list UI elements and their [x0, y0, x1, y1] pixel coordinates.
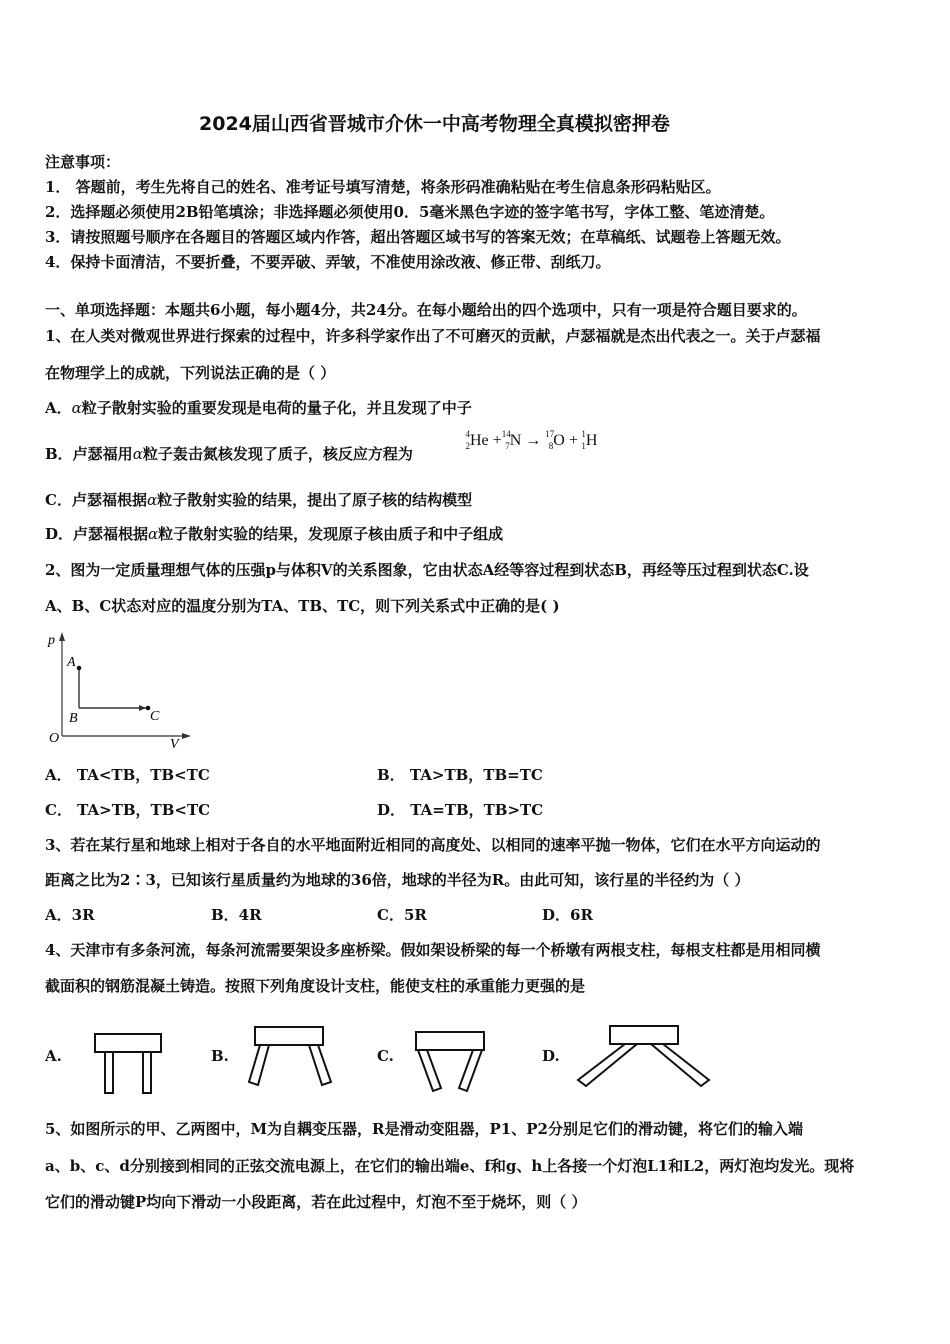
q2-option-c: C． TA>TB，TB<TC: [45, 801, 211, 819]
q1-option-b: [45, 444, 413, 464]
notice-item-3: 3．请按照题号顺序在各题目的答题区域内作答，超出答题区域书写的答案无效；在草稿纸、试题卷上答题无效。: [45, 228, 791, 246]
q2-stem-line1: 2、图为一定质量理想气体的压强p与体积V的关系图象，它由状态A经等容过程到状态B，再经等压过程到状态C.设: [45, 561, 809, 579]
section-heading: 一、单项选择题：本题共6小题，每小题4分，共24分。在每小题给出的四个选项中，只有一项是符合题目要求的。: [45, 301, 807, 319]
c-label: C: [150, 709, 160, 724]
q2-option-a: A． TA<TB，TB<TC: [45, 766, 210, 784]
alpha-symbol: α: [71, 399, 82, 417]
q2-option-b: B． TA>TB，TB=TC: [377, 766, 543, 784]
q5-stem-line3: 它们的滑动键P均向下滑动一小段距离，若在此过程中，灯泡不至于烧坏，则（ ）: [45, 1193, 587, 1211]
q4-stem-line1: 4、天津市有多条河流，每条河流需要架设多座桥梁。假如架设桥梁的每一个桥墩有两根支柱，每根支柱都是用相同横: [45, 941, 821, 959]
alpha-symbol: α: [146, 491, 158, 509]
option-d-label: D．卢瑟福根据: [45, 525, 149, 543]
a-label: A: [67, 655, 76, 670]
q4-option-c-label: C.: [377, 1047, 394, 1065]
o-label: O: [49, 731, 60, 746]
q2-stem-line2: A、B、C状态对应的温度分别为TA、TB、TC，则下列关系式中正确的是( ): [45, 597, 560, 615]
q5-stem-line2: a、b、c、d分别接到相同的正弦交流电源上，在它们的输出端e、f和g、h上各接一个灯泡L1和L2，两灯泡均发光。现将: [45, 1157, 855, 1175]
p-label: p: [48, 633, 55, 648]
point-a: [77, 666, 82, 671]
pillar-design-b: [248, 1026, 334, 1088]
pv-graph: [40, 628, 200, 753]
q4-stem-line2: 截面积的钢筋混凝土铸造。按照下列角度设计支柱，能使支柱的承重能力更强的是: [45, 977, 586, 995]
pillar-design-c: [413, 1031, 489, 1093]
page-title: 2024届山西省晋城市介休一中高考物理全真模拟密押卷: [199, 113, 670, 135]
option-a-text: 粒子散射实验的重要发现是电荷的量子化，并且发现了中子: [81, 399, 472, 417]
q3-stem-line1: 3、若在某行星和地球上相对于各自的水平地面附近相同的高度处、以相同的速率平抛一物体，它们在水平方向运动的: [45, 836, 821, 854]
notice-heading: 注意事项：: [45, 153, 121, 171]
q4-option-d-label: D.: [542, 1047, 560, 1065]
pillar-design-d: [577, 1025, 711, 1089]
q1-option-c: [45, 490, 472, 510]
q1-option-d: [45, 524, 503, 544]
q5-stem-line1: 5、如图所示的甲、乙两图中，M为自耦变压器，R是滑动变阻器，P1、P2分别足它们的滑动键，将它们的输入端: [45, 1120, 803, 1138]
q1-stem-line1: 1、在人类对微观世界进行探索的过程中，许多科学家作出了不可磨灭的贡献，卢瑟福就是杰出代表之一。关于卢瑟福: [45, 327, 821, 345]
b-label: B: [69, 711, 78, 726]
option-c-text: 粒子散射实验的结果，提出了原子核的结构模型: [157, 491, 473, 509]
alpha-symbol: α: [148, 525, 159, 543]
q4-option-a-label: A.: [45, 1047, 62, 1065]
q3-option-d: D．6R: [542, 906, 593, 924]
alpha-symbol: α: [132, 445, 143, 463]
pillar-design-a: [94, 1033, 164, 1095]
q4-option-b-label: B.: [211, 1047, 229, 1065]
q3-option-b: B．4R: [211, 906, 262, 924]
notice-item-2: 2．选择题必须使用2B铅笔填涂；非选择题必须使用0．5毫米黑色字迹的签字笔书写，字体工整、笔迹清楚。: [45, 203, 775, 221]
nuclear-equation: 42He +147N → 178O + 11H: [465, 429, 598, 451]
option-a-label: A．: [45, 399, 72, 417]
q2-option-d: D． TA=TB，TB>TC: [377, 801, 544, 819]
notice-item-1: 1． 答题前，考生先将自己的姓名、准考证号填写清楚，将条形码准确粘贴在考生信息条形码粘贴区。: [45, 178, 721, 196]
option-d-text: 粒子散射实验的结果，发现原子核由质子和中子组成: [158, 525, 504, 543]
option-b-label: B．卢瑟福用: [45, 445, 133, 463]
isobaric-arrow: [139, 705, 146, 711]
p-axis-arrow: [59, 632, 65, 641]
q3-option-a: A．3R: [45, 906, 95, 924]
q1-stem-line2: 在物理学上的成就，下列说法正确的是（ ）: [45, 364, 336, 382]
q1-option-a: [45, 398, 472, 418]
option-b-text: 粒子轰击氮核发现了质子，核反应方程为: [142, 445, 413, 463]
v-label: V: [170, 737, 179, 752]
option-c-label: C．卢瑟福根据: [45, 491, 147, 509]
v-axis-arrow: [182, 733, 191, 739]
q3-stem-line2: 距离之比为2∶3，已知该行星质量约为地球的36倍，地球的半径为R。由此可知，该行星的半径约为（ ）: [45, 871, 750, 889]
q3-option-c: C．5R: [377, 906, 427, 924]
notice-item-4: 4．保持卡面清洁，不要折叠，不要弄破、弄皱，不准使用涂改液、修正带、刮纸刀。: [45, 253, 611, 271]
